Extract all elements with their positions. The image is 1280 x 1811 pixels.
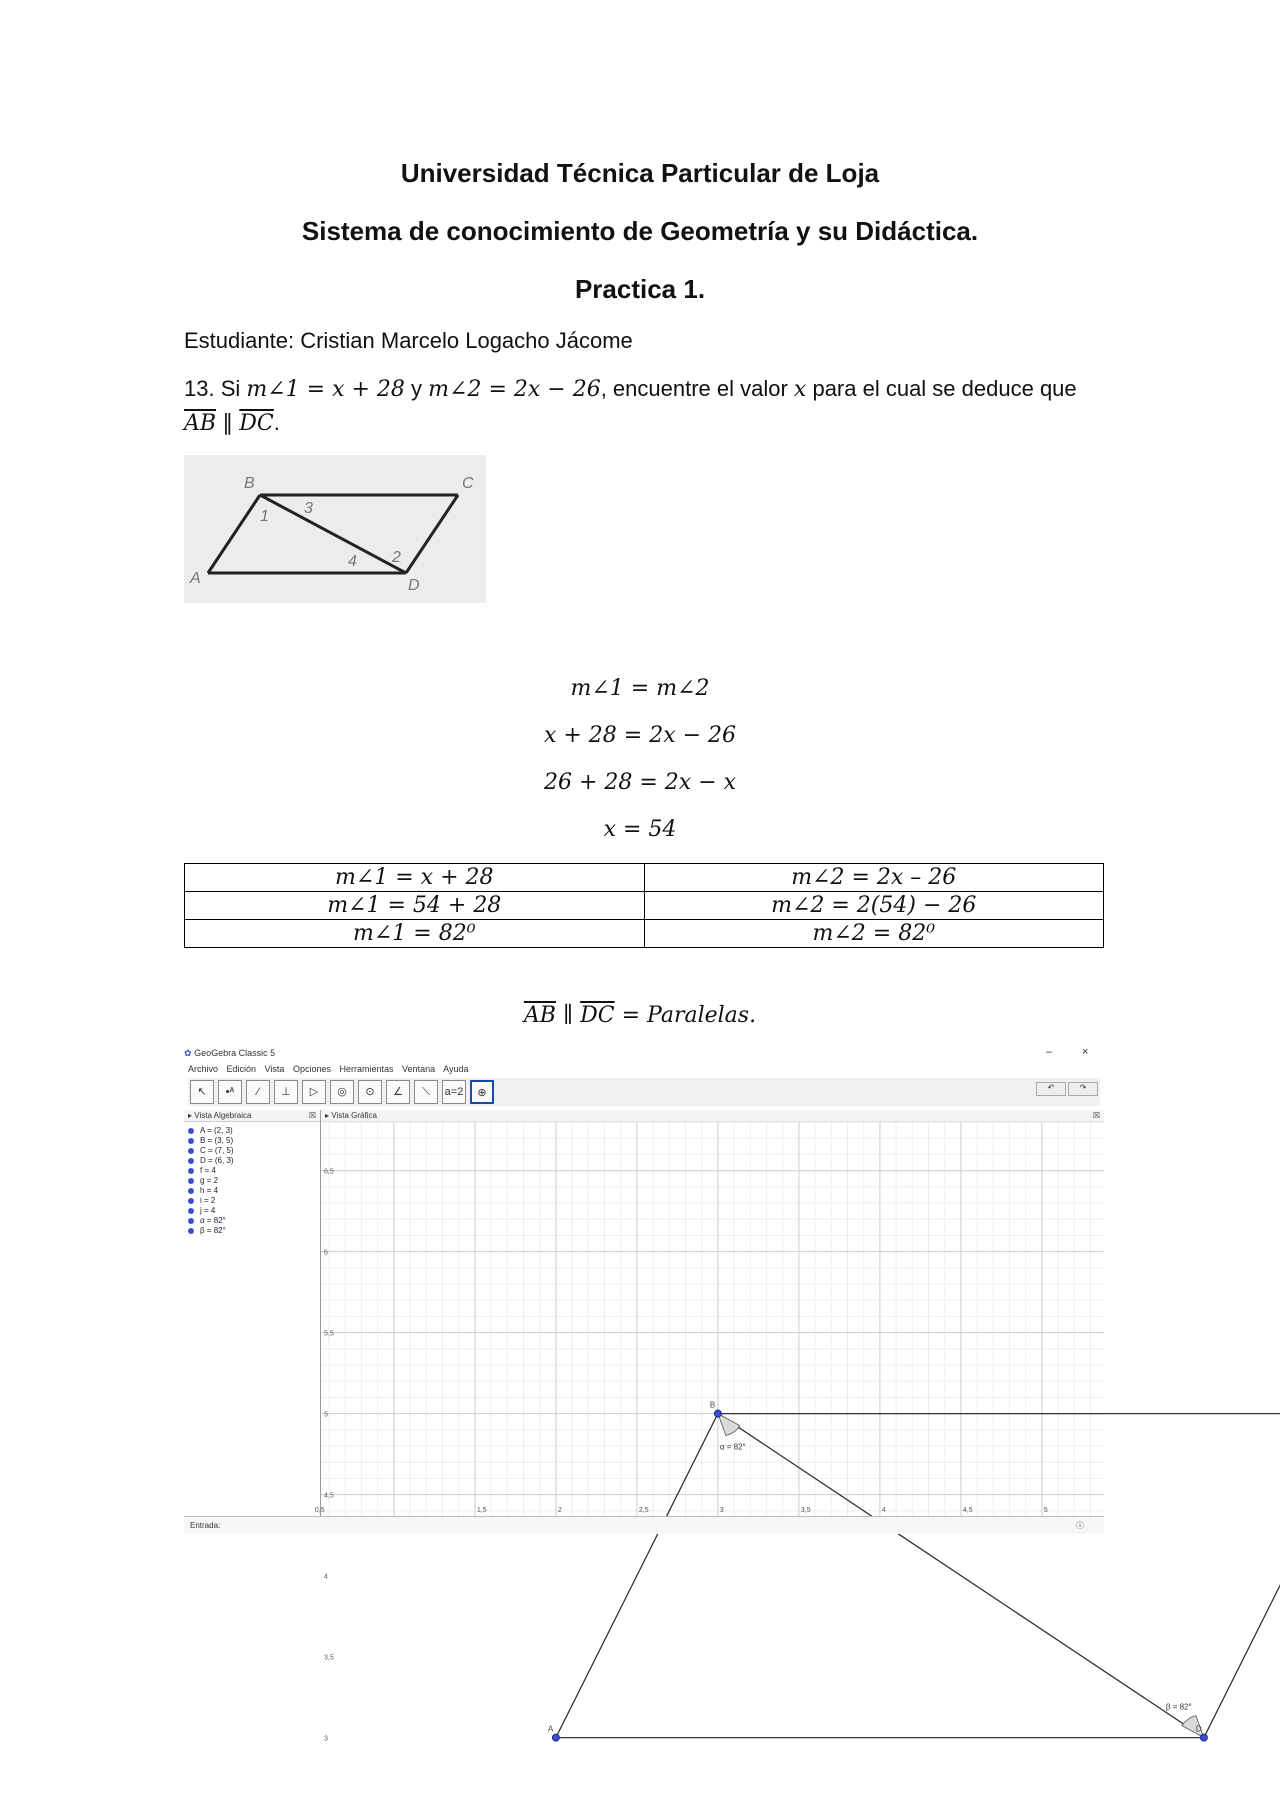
point-a	[552, 1734, 559, 1741]
table-cell: m∠2 = 2x – 26	[644, 864, 1104, 892]
x-tick-label: 4,5	[962, 1507, 973, 1514]
practice-title: Practica 1.	[574, 274, 706, 304]
graphics-view-title: Vista Gráfica	[331, 1111, 377, 1120]
list-item[interactable]: j = 4	[188, 1206, 215, 1216]
problem-math-1: m∠1 = x + 28	[246, 377, 405, 402]
input-label: Entrada:	[190, 1521, 221, 1530]
segment-ab: $\overline{AB}$	[184, 411, 217, 436]
x-tick-label: 4	[881, 1507, 886, 1514]
problem-text-3: , encuentre el valor	[600, 376, 794, 401]
menu-vista[interactable]: Vista	[264, 1064, 285, 1074]
label-d: D	[408, 577, 420, 594]
point-label-a: A	[547, 1724, 554, 1734]
line-tool-icon[interactable]: ⁄	[246, 1080, 270, 1104]
table-cell: m∠2 = 82⁰	[644, 920, 1104, 948]
redo-button[interactable]: ↷	[1068, 1082, 1098, 1096]
segment-dc: $\overline{DC}$	[239, 411, 274, 436]
close-icon[interactable]: ☒	[308, 1111, 316, 1120]
geogebra-window	[184, 1044, 1202, 1743]
parallelogram-figure	[184, 455, 486, 603]
geogebra-title-text: GeoGebra Classic 5	[194, 1048, 276, 1058]
menu-edicion[interactable]: Edición	[226, 1064, 257, 1074]
conic-tool-icon[interactable]: ⊙	[358, 1080, 382, 1104]
table-cell: m∠2 = 2(54) − 26	[644, 892, 1104, 920]
conclusion-ab: $\overline{AB}$	[523, 1003, 556, 1028]
angle-table	[184, 863, 1104, 948]
list-item[interactable]: B = (3, 5)	[188, 1136, 233, 1146]
angle-alpha-label: α = 82°	[719, 1442, 746, 1452]
y-tick-label: 3	[324, 1735, 328, 1743]
undo-button[interactable]: ↶	[1036, 1082, 1066, 1096]
problem-math-x: x	[793, 377, 807, 402]
y-tick-label: 3,5	[324, 1654, 334, 1662]
conclusion-rest: = Paralelas.	[614, 1003, 757, 1028]
parallel-symbol: ∥	[216, 410, 240, 435]
circle-tool-icon[interactable]: ◎	[330, 1080, 354, 1104]
angle-tool-icon[interactable]: ∠	[386, 1080, 410, 1104]
move-tool-icon[interactable]: ↖	[190, 1080, 214, 1104]
conclusion	[0, 1003, 1280, 1028]
list-item[interactable]: C = (7, 5)	[188, 1146, 234, 1156]
university-title: Universidad Técnica Particular de Loja	[400, 158, 880, 188]
menu-bar	[188, 1064, 474, 1074]
close-icon[interactable]: ☒	[1092, 1111, 1100, 1120]
student-name: Estudiante: Cristian Marcelo Logacho Jácome	[184, 328, 633, 353]
help-icon[interactable]: ⓘ	[1076, 1521, 1084, 1530]
conclusion-dc: $\overline{DC}$	[580, 1003, 615, 1028]
x-tick-label: 5	[1043, 1507, 1048, 1514]
x-tick-label: 1,5	[476, 1507, 487, 1514]
equation-4: x = 54	[603, 817, 677, 842]
course-title: Sistema de conocimiento de Geometría y su Didáctica.	[301, 216, 979, 246]
list-item[interactable]: A = (2, 3)	[188, 1126, 233, 1136]
label-c: C	[462, 475, 474, 492]
y-tick-label: 5	[324, 1411, 328, 1419]
y-tick-label: 4,5	[324, 1492, 334, 1500]
problem-text-2: y	[404, 376, 429, 401]
problem-text-4: para el cual se deduce que	[806, 376, 1077, 401]
slider-tool-icon[interactable]: a=2	[442, 1080, 466, 1104]
y-tick-label: 5,5	[324, 1330, 334, 1338]
angle-label-3: 3	[304, 500, 313, 517]
angle-label-2: 2	[392, 549, 401, 566]
parallelogram-svg	[184, 455, 486, 603]
menu-opciones[interactable]: Opciones	[292, 1064, 331, 1074]
menu-ayuda[interactable]: Ayuda	[443, 1064, 469, 1074]
table-row	[185, 864, 1104, 892]
polygon-tool-icon[interactable]: ▷	[302, 1080, 326, 1104]
list-item[interactable]: α = 82°	[188, 1216, 226, 1226]
table-cell: m∠1 = 54 + 28	[185, 892, 645, 920]
conclusion-parallel: ∥	[555, 1003, 581, 1028]
x-tick-label: 3,5	[800, 1507, 811, 1514]
point-label-b: B	[709, 1400, 716, 1410]
period: .	[273, 410, 280, 435]
polygon-side	[1204, 1414, 1280, 1738]
angle-alpha-arc	[718, 1414, 740, 1436]
graphics-view-header: ▸ Vista Gráfica ☒	[321, 1110, 1104, 1122]
input-bar[interactable]	[184, 1516, 1104, 1534]
equation-3: 26 + 28 = 2x − x	[543, 770, 737, 795]
equation-1: m∠1 = m∠2	[570, 676, 710, 701]
problem-text-1: 13. Si	[184, 376, 247, 401]
y-tick-label: 4	[324, 1573, 328, 1581]
menu-ventana[interactable]: Ventana	[402, 1064, 436, 1074]
graphics-view[interactable]	[314, 1110, 1202, 1743]
graphics-canvas[interactable]	[314, 1122, 1202, 1743]
zoom-tool-icon[interactable]: ⊕	[470, 1080, 494, 1104]
algebra-view	[184, 1110, 321, 1516]
perpendicular-tool-icon[interactable]: ⊥	[274, 1080, 298, 1104]
x-tick-label: 0,5	[314, 1507, 325, 1514]
list-item[interactable]: f = 4	[188, 1166, 216, 1176]
list-item[interactable]: D = (6, 3)	[188, 1156, 234, 1166]
angle-label-1: 1	[260, 508, 269, 525]
equation-2: x + 28 = 2x − 26	[543, 723, 737, 748]
problem-statement-line2	[184, 410, 280, 436]
algebra-view-title: Vista Algebraica	[194, 1111, 252, 1120]
reflect-tool-icon[interactable]: ⟍	[414, 1080, 438, 1104]
angle-label-4: 4	[348, 553, 357, 570]
label-b: B	[244, 475, 255, 492]
x-tick-label: 2	[557, 1507, 562, 1514]
list-item[interactable]: β = 82°	[188, 1226, 226, 1236]
problem-statement	[184, 376, 1077, 402]
angle-beta-label: β = 82°	[1165, 1702, 1192, 1712]
close-button[interactable]: ×	[1082, 1046, 1089, 1058]
x-tick-label: 3	[719, 1507, 724, 1514]
algebra-view-header: ▸ Vista Algebraica ☒	[184, 1110, 320, 1122]
geogebra-title	[184, 1048, 275, 1059]
list-item[interactable]: i = 2	[188, 1196, 215, 1206]
list-item[interactable]: h = 4	[188, 1186, 218, 1196]
menu-archivo[interactable]: Archivo	[188, 1064, 219, 1074]
geogebra-logo-icon: ✿	[184, 1048, 192, 1058]
y-tick-label: 6	[324, 1249, 328, 1257]
table-row	[185, 892, 1104, 920]
point-tool-icon[interactable]: •ᴬ	[218, 1080, 242, 1104]
toolbar	[188, 1078, 1100, 1106]
menu-herramientas[interactable]: Herramientas	[339, 1064, 394, 1074]
table-cell: m∠1 = 82⁰	[185, 920, 645, 948]
point-d	[1200, 1734, 1207, 1741]
table-row	[185, 920, 1104, 948]
minimize-button[interactable]: –	[1046, 1046, 1053, 1058]
point-label-d: D	[1195, 1724, 1202, 1734]
x-tick-label: 2,5	[638, 1507, 649, 1514]
table-cell: m∠1 = x + 28	[185, 864, 645, 892]
list-item[interactable]: g = 2	[188, 1176, 218, 1186]
problem-math-2: m∠2 = 2x − 26	[428, 377, 601, 402]
y-tick-label: 6,5	[324, 1168, 334, 1176]
point-b	[714, 1410, 721, 1417]
label-a: A	[190, 570, 201, 587]
